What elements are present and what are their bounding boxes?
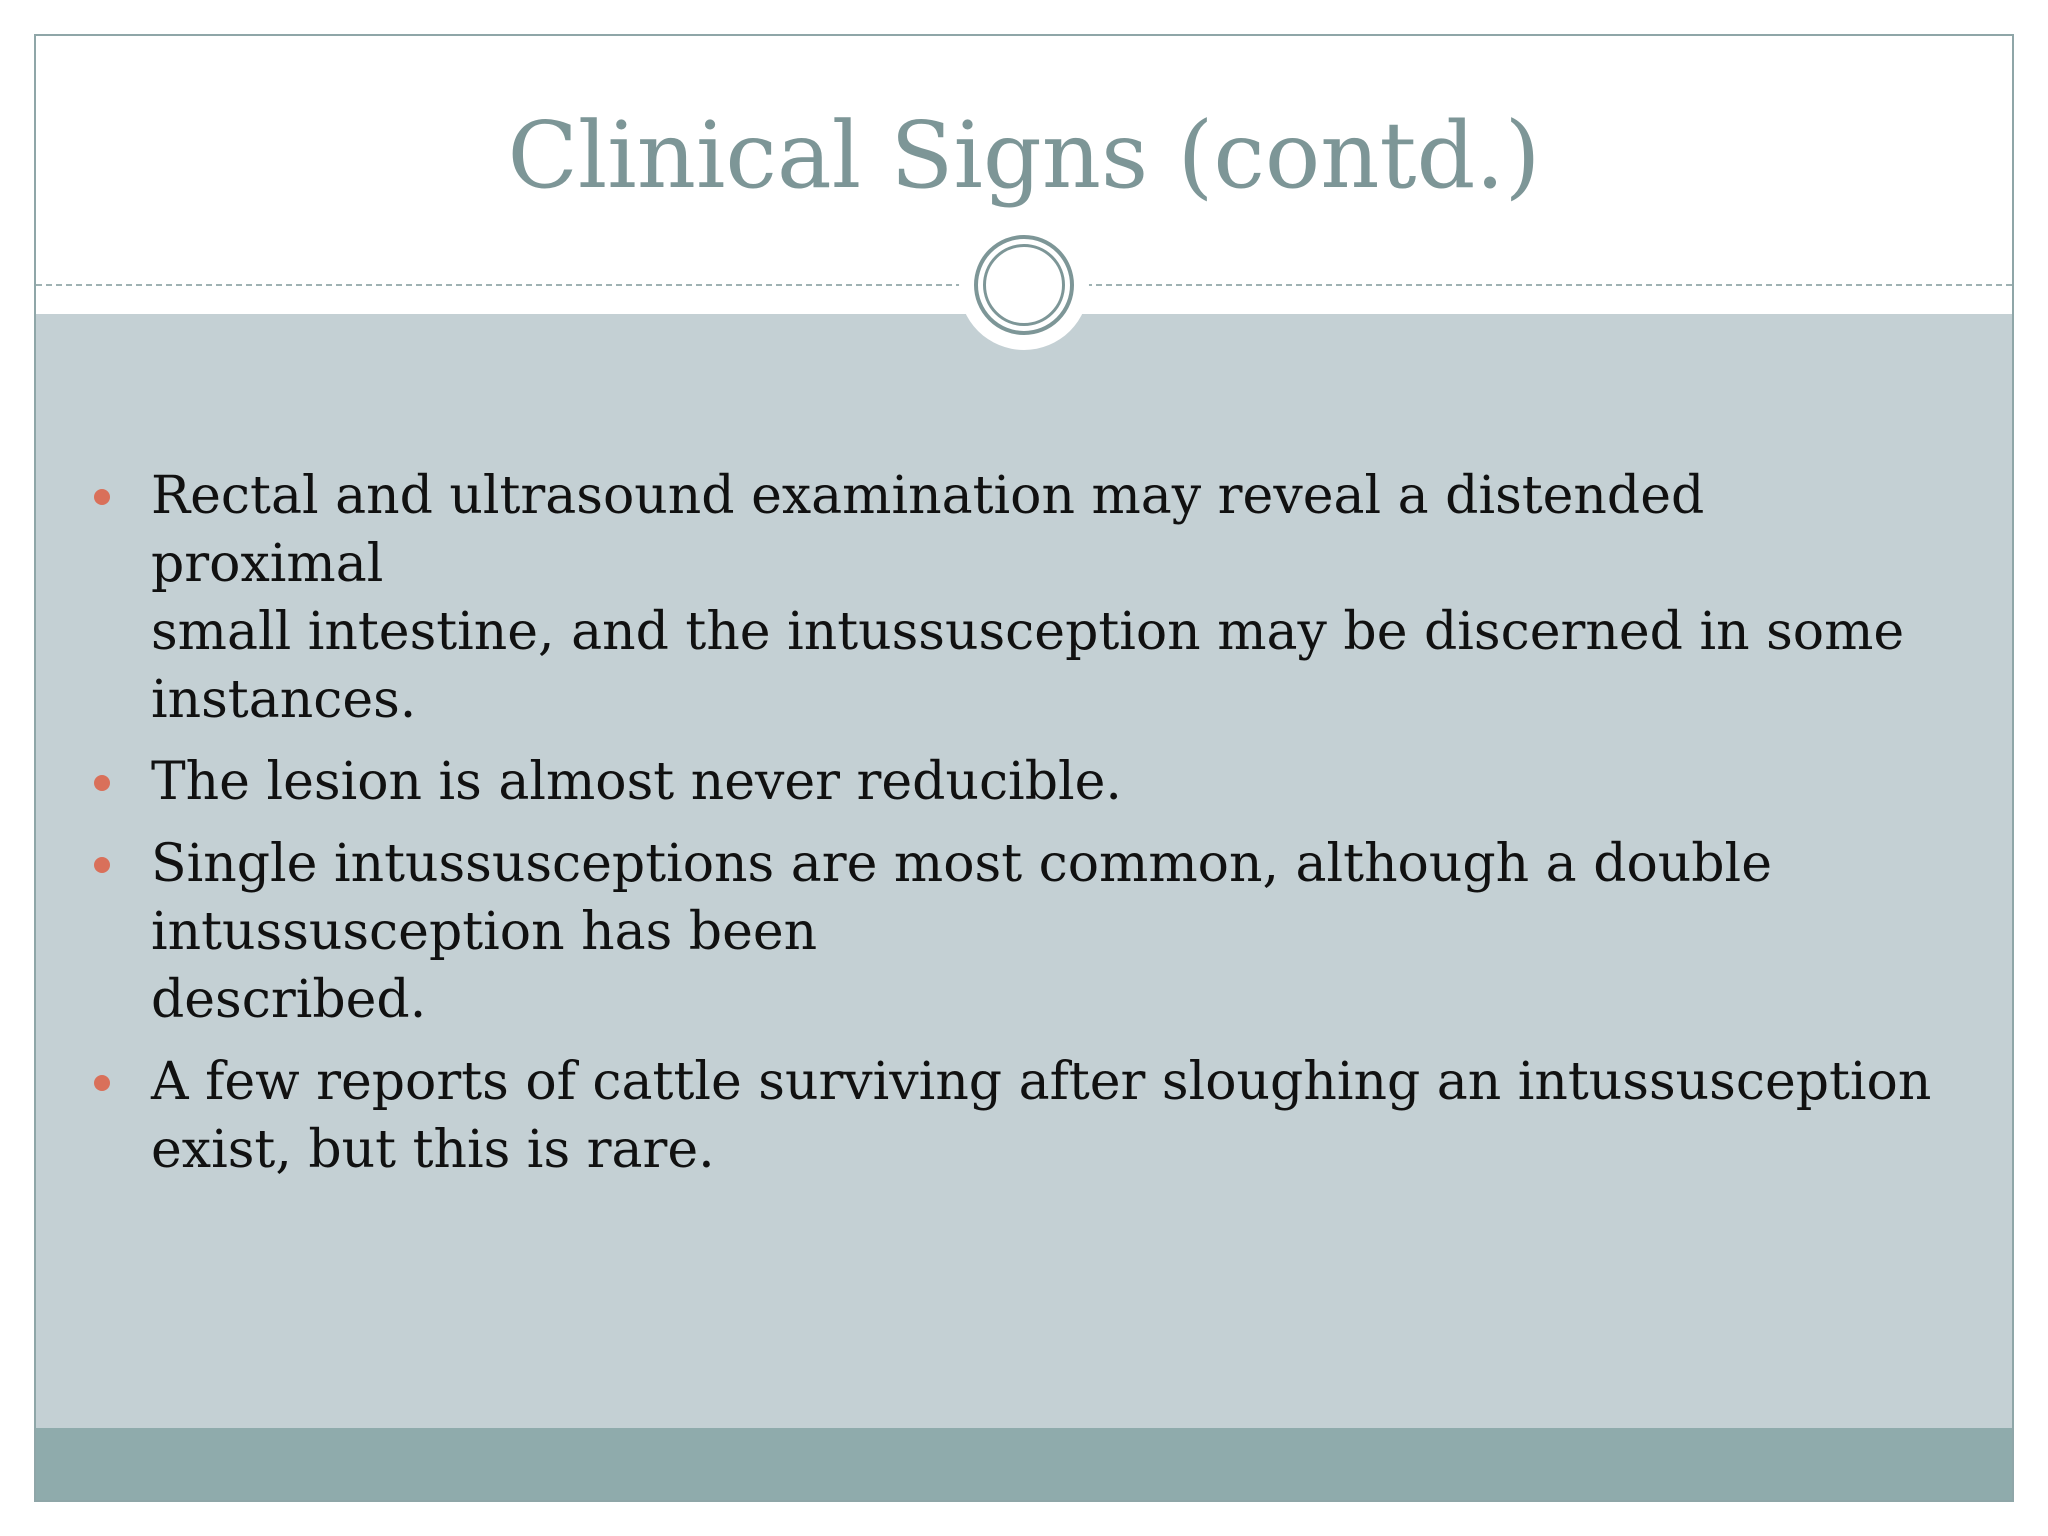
bullet-item-lesion xyxy=(36,748,1936,816)
bullet-list xyxy=(36,462,1936,1198)
bullet-text-line: exist, but this is rare. xyxy=(151,1120,715,1180)
bullet-text-line: Single intussusceptions are most common, although a double xyxy=(151,834,1772,894)
circle-ornament-inner-ring xyxy=(983,244,1065,326)
bullet-dot-icon xyxy=(94,1075,110,1091)
bullet-dot-icon xyxy=(94,775,110,791)
bullet-text-line: instances. xyxy=(151,670,417,730)
bullet-text-line: Rectal and ultrasound examination may reveal a distended proximal xyxy=(151,466,1705,594)
bullet-dot-icon xyxy=(94,489,110,505)
footer-bar xyxy=(36,1428,2012,1500)
bullet-text-line: intussusception has been xyxy=(151,902,818,962)
bullet-item-intussusceptions xyxy=(36,830,1936,1034)
slide-title: Clinical Signs (contd.) xyxy=(507,102,1541,209)
bullet-text-line: The lesion is almost never reducible. xyxy=(151,752,1122,812)
circle-ornament-icon xyxy=(974,235,1074,335)
bullet-text-line: small intestine, and the intussusception may be discerned in some xyxy=(151,602,1905,662)
bullet-text-line: described. xyxy=(151,970,427,1030)
bullet-dot-icon xyxy=(94,857,110,873)
slide xyxy=(34,34,2014,1502)
bullet-item-cattle-survival xyxy=(36,1048,1936,1184)
bullet-text-line: A few reports of cattle surviving after sloughing an intussusception xyxy=(151,1052,1932,1112)
bullet-item-rectal-ultrasound xyxy=(36,462,1936,734)
